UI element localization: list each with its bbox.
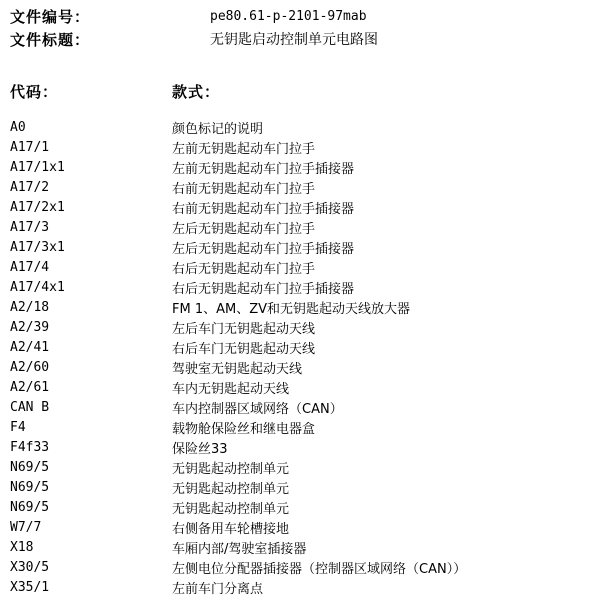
component-code: N69/5 (10, 459, 50, 475)
component-code: N69/5 (10, 479, 50, 495)
component-code: A2/61 (10, 379, 50, 395)
component-description: 右后无钥匙起动车门拉手 (172, 261, 316, 277)
table-row (10, 337, 595, 357)
table-row (10, 477, 595, 497)
component-description: 右前无钥匙起动车门拉手插接器 (172, 201, 355, 217)
component-description: 左前车门分离点 (172, 581, 264, 597)
component-code: A2/41 (10, 339, 50, 355)
table-row (10, 417, 595, 437)
component-code: A0 (10, 119, 26, 135)
component-code: X18 (10, 539, 34, 555)
component-description: 无钥匙起动控制单元 (172, 461, 290, 477)
doc-title-value: 无钥匙启动控制单元电路图 (210, 32, 378, 48)
table-row (10, 457, 595, 477)
component-description: 右侧备用车轮槽接地 (172, 521, 290, 537)
table-row (10, 157, 595, 177)
table-row (10, 197, 595, 217)
table-row (10, 377, 595, 397)
table-row (10, 137, 595, 157)
table-row (10, 437, 595, 457)
component-code: A17/3 (10, 219, 50, 235)
component-code: A17/2 (10, 179, 50, 195)
table-row (10, 237, 595, 257)
component-code: X35/1 (10, 579, 50, 595)
table-row (10, 497, 595, 517)
component-code: A17/3x1 (10, 239, 65, 255)
table-row (10, 317, 595, 337)
component-description: 无钥匙起动控制单元 (172, 481, 290, 497)
doc-title-label: 文件标题： (10, 30, 91, 49)
desc-column-header: 款式： (172, 82, 221, 101)
component-description: 驾驶室无钥匙起动天线 (172, 361, 303, 377)
component-description: 车内无钥匙起动天线 (172, 381, 290, 397)
component-code: A17/1x1 (10, 159, 65, 175)
component-description: 保险丝33 (172, 441, 228, 457)
component-description: 车厢内部/驾驶室插接器 (172, 541, 307, 557)
component-code: A17/4x1 (10, 279, 65, 295)
table-row (10, 257, 595, 277)
component-description: FM 1、AM、ZV和无钥匙起动天线放大器 (172, 301, 411, 317)
component-description: 左后无钥匙起动车门拉手插接器 (172, 241, 355, 257)
component-description: 颜色标记的说明 (172, 121, 264, 137)
component-description: 无钥匙起动控制单元 (172, 501, 290, 517)
component-code: A17/4 (10, 259, 50, 275)
component-code: F4f33 (10, 439, 50, 455)
component-code: A2/18 (10, 299, 50, 315)
table-header (10, 80, 220, 102)
component-code: A2/60 (10, 359, 50, 375)
table-row (10, 217, 595, 237)
table-row (10, 557, 595, 577)
table-row (10, 297, 595, 317)
component-code: W7/7 (10, 519, 42, 535)
component-description: 右后车门无钥匙起动天线 (172, 341, 316, 357)
doc-title-row (10, 28, 378, 50)
component-code: A17/2x1 (10, 199, 65, 215)
component-code: X30/5 (10, 559, 50, 575)
component-description: 左前无钥匙起动车门拉手插接器 (172, 161, 355, 177)
table-row (10, 177, 595, 197)
component-code: F4 (10, 419, 26, 435)
component-description: 左前无钥匙起动车门拉手 (172, 141, 316, 157)
table-row (10, 577, 595, 597)
component-code: A2/39 (10, 319, 50, 335)
component-description: 左后车门无钥匙起动天线 (172, 321, 316, 337)
component-code: CAN B (10, 399, 50, 415)
table-row (10, 357, 595, 377)
table-row (10, 517, 595, 537)
table-row (10, 537, 595, 557)
component-description: 左侧电位分配器插接器（控制器区域网络（CAN）） (172, 561, 467, 577)
code-column-header: 代码： (10, 82, 59, 101)
component-description: 右前无钥匙起动车门拉手 (172, 181, 316, 197)
doc-number-label: 文件编号： (10, 7, 91, 26)
table-row (10, 277, 595, 297)
table-row (10, 117, 595, 137)
component-code: N69/5 (10, 499, 50, 515)
component-table (10, 117, 595, 597)
doc-number-value: pe80.61-p-2101-97mab (210, 8, 367, 24)
doc-number-row (10, 5, 367, 27)
component-description: 车内控制器区域网络（CAN） (172, 401, 343, 417)
table-row (10, 397, 595, 417)
component-description: 右后无钥匙起动车门拉手插接器 (172, 281, 355, 297)
component-code: A17/1 (10, 139, 50, 155)
component-description: 载物舱保险丝和继电器盒 (172, 421, 316, 437)
component-description: 左后无钥匙起动车门拉手 (172, 221, 316, 237)
